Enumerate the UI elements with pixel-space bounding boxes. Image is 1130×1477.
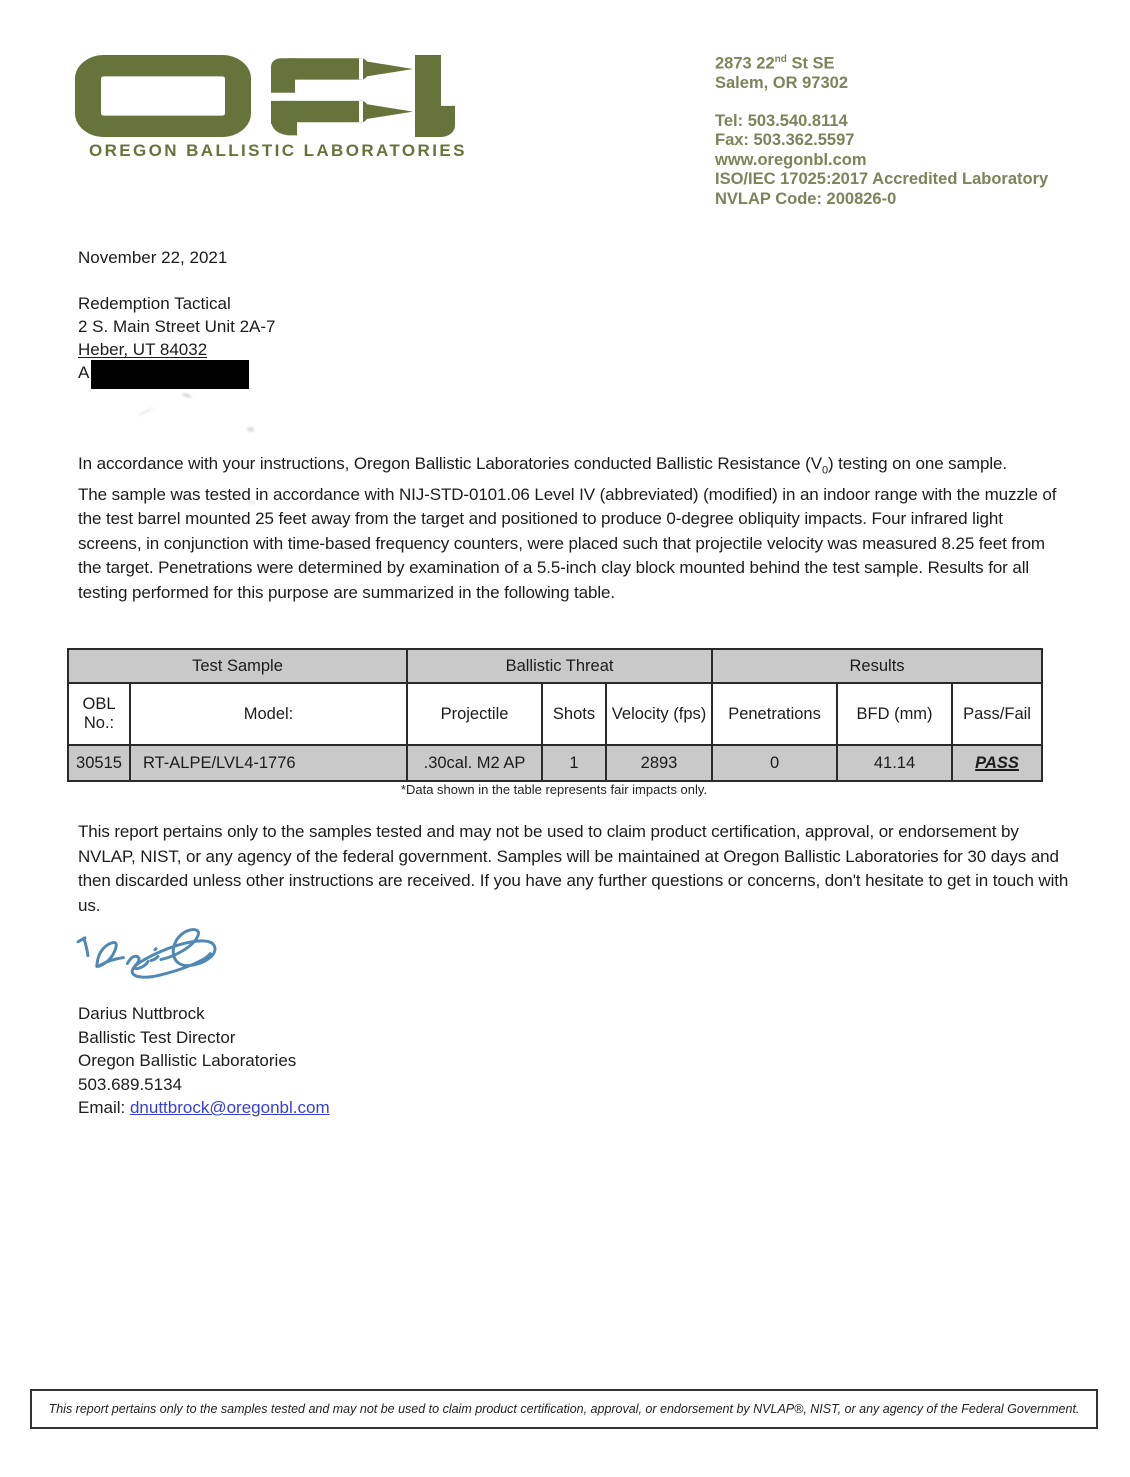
col-header-obl-no: OBL No.: xyxy=(68,683,130,745)
table-row xyxy=(68,745,1042,781)
signer-company: Oregon Ballistic Laboratories xyxy=(78,1051,297,1070)
contact-spacer xyxy=(715,94,1095,112)
table-column-header-row xyxy=(68,683,1042,745)
cell-obl-no: 30515 xyxy=(68,745,130,781)
cell-bfd: 41.14 xyxy=(837,745,952,781)
obl-logo-icon xyxy=(75,55,455,137)
pass-badge: PASS xyxy=(975,753,1019,772)
email-link[interactable]: dnuttbrock@oregonbl.com xyxy=(129,1098,330,1117)
table-group-header-row xyxy=(68,649,1042,683)
v0-subscript: 0 xyxy=(821,464,828,477)
lab-address-line1 xyxy=(715,50,1095,74)
cell-velocity: 2893 xyxy=(606,745,712,781)
recipient-city-line: Heber, UT 84032 xyxy=(78,340,208,359)
recipient-redacted-line xyxy=(78,361,275,384)
lab-contact-block xyxy=(715,50,1095,209)
handwritten-signature xyxy=(72,924,240,998)
table-footnote: *Data shown in the table represents fair impacts only. xyxy=(400,782,708,797)
redacted-line-prefix: A xyxy=(78,363,90,382)
cell-model: RT-ALPE/LVL4-1776 xyxy=(130,745,407,781)
col-header-shots: Shots xyxy=(542,683,606,745)
scan-smudge xyxy=(138,406,154,416)
col-header-projectile: Projectile xyxy=(407,683,542,745)
signer-phone: 503.689.5134 xyxy=(78,1074,182,1094)
lab-fax: Fax: 503.362.5597 xyxy=(715,131,855,149)
recipient-name: Redemption Tactical xyxy=(78,294,231,313)
lab-nvlap-code: NVLAP Code: 200826-0 xyxy=(715,189,897,208)
method-paragraph: The sample was tested in accordance with NIJ-STD-0101.06 Level IV (abbreviated) (modified) in an indoor range with the muzzle of the test barrel mounted 25 feet away from the target and positioned to produce 0-degree obliquity impacts. Four infrared light screens, in conjunction with time-based frequency counters, were placed such that projectile velocity was measured 8.25 feet from the target. Penetrations were determined by examination of a 5.5-inch clay block mounted behind the test sample. Results for all testing performed for this purpose are summarized in the following table. xyxy=(78,484,1057,602)
signer-block xyxy=(78,1002,330,1120)
intro-text-pre: In accordance with your instructions, Oregon Ballistic Laboratories conducted Ballistic Resistance (V xyxy=(78,454,822,473)
col-header-penetrations: Penetrations xyxy=(712,683,837,745)
redaction-box xyxy=(91,360,249,389)
lab-website: www.oregonbl.com xyxy=(715,150,867,169)
cell-pass-fail xyxy=(952,745,1042,781)
col-header-pass-fail: Pass/Fail xyxy=(952,683,1042,745)
col-header-velocity: Velocity (fps) xyxy=(606,683,712,745)
col-header-model: Model: xyxy=(130,683,407,745)
recipient-block xyxy=(78,292,275,384)
scan-smudge xyxy=(182,393,192,399)
scan-smudge xyxy=(247,427,254,432)
lab-tel: Tel: 503.540.8114 xyxy=(715,111,848,130)
signer-title: Ballistic Test Director xyxy=(78,1027,236,1047)
group-header-ballistic-threat: Ballistic Threat xyxy=(407,649,712,683)
col-header-bfd: BFD (mm) xyxy=(837,683,952,745)
intro-text-post: ) testing on one sample. xyxy=(827,454,1008,473)
footer-disclaimer-box xyxy=(30,1389,1098,1429)
cell-shots: 1 xyxy=(542,745,606,781)
signer-email-line xyxy=(78,1096,330,1120)
recipient-address2 xyxy=(78,338,275,361)
closing-text: This report pertains only to the samples tested and may not be used to claim product certification, approval, or endorsement by NVLAP, NIST, or any agency of the federal government. Samples will be maintained at Oregon Ballistic Laboratories for 30 days and then discarded unless other instructions are received. If you have any further questions or concerns, don't hesitate to get in touch with us. xyxy=(78,822,1069,915)
cell-projectile: .30cal. M2 AP xyxy=(407,745,542,781)
group-header-test-sample: Test Sample xyxy=(68,649,407,683)
address-street-number: 2873 22 xyxy=(715,54,775,73)
logo-tagline: OREGON BALLISTIC LABORATORIES xyxy=(89,141,467,160)
signer-name: Darius Nuttbrock xyxy=(78,1004,205,1023)
recipient-address1: 2 S. Main Street Unit 2A-7 xyxy=(78,317,276,336)
address-street-name: St SE xyxy=(786,54,835,73)
address-ordinal-sup: nd xyxy=(774,54,787,65)
closing-paragraph xyxy=(78,820,1070,918)
lab-accreditation: ISO/IEC 17025:2017 Accredited Laboratory xyxy=(715,170,1049,188)
footer-disclaimer-text: This report pertains only to the samples tested and may not be used to claim product certification, approval, or endorsement by NVLAP®, NIST, or any agency of the Federal Government. xyxy=(48,1402,1080,1416)
cell-penetrations: 0 xyxy=(712,745,837,781)
email-label: Email: xyxy=(78,1098,126,1117)
results-table xyxy=(67,648,1043,782)
lab-address-line2: Salem, OR 97302 xyxy=(715,74,848,92)
intro-sentence xyxy=(78,452,1070,483)
intro-paragraph xyxy=(78,452,1070,605)
letter-date: November 22, 2021 xyxy=(78,248,228,267)
obl-logo xyxy=(75,55,467,161)
group-header-results: Results xyxy=(712,649,1042,683)
